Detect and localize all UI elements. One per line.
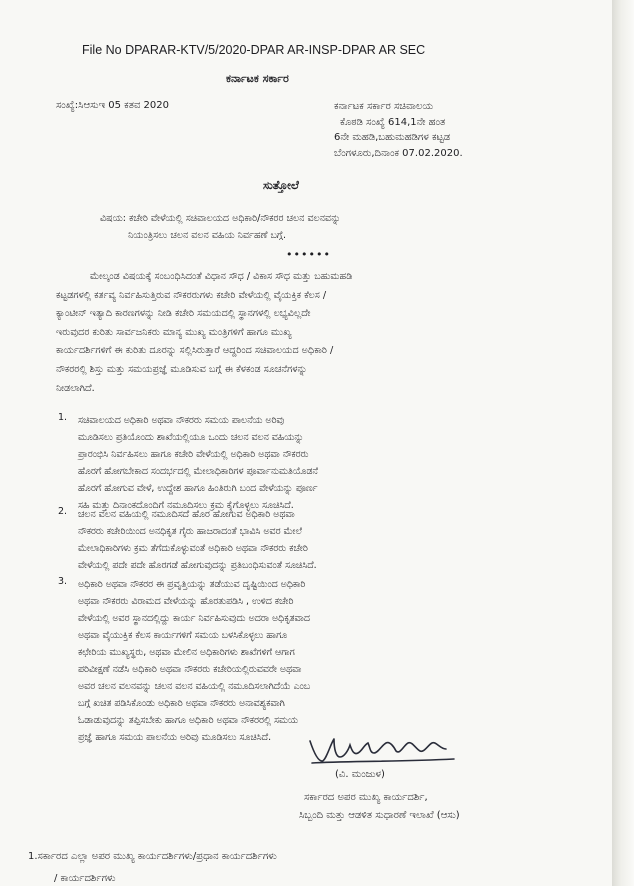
instruction-point-1 [58,412,578,514]
recipient-line: / ಕಾರ್ಯದರ್ಶಿಗಳು [54,873,116,884]
instruction-point-2 [58,506,578,574]
instruction-point-3 [58,576,578,746]
circular-title: ಸುತ್ತೋಲೆ [263,178,299,192]
point-line: ಸಚಿವಾಲಯದ ಅಧಿಕಾರಿ ಅಥವಾ ನೌಕರರು ಸಮಯ ಪಾಲನೆಯ ಅರಿವು [78,415,285,426]
point-line: ಮೂಡಿಸಲು ಪ್ರತಿಯೊಂದು ಶಾಖೆಯಲ್ಲಿಯೂ ಒಂದು ಚಲನ ವಲನ ವಹಿಯನ್ನು [78,432,304,443]
point-line: ನೌಕರರು ಕಚೇರಿಯಿಂದ ಅನಧಿಕೃತ ಗೈರು ಹಾಜರಾದಂತೆ ಭಾವಿಸಿ ಅವರ ಮೇಲೆ [78,526,302,537]
intro-line: ನೌಕರರಲ್ಲಿ ಶಿಸ್ತು ಮತ್ತು ಸಮಯಪ್ರಜ್ಞೆ ಮೂಡಿಸುವ ಬಗ್ಗೆ ಈ ಕೆಳಕಂಡ ಸೂಚನೆಗಳನ್ನು [56,363,308,375]
point-line: ಸಹಿ ಮತ್ತು ದಿನಾಂಕದೊಂದಿಗೆ ನಮೂದಿಸಲು ಕ್ರಮ ಕೈಗೊಳ್ಳಲು ಸೂಚಿಸಿದೆ. [78,500,294,511]
point-line: ಅಥವಾ ನೌಕರರು ವಿರಾಮದ ವೇಳೆಯನ್ನು ಹೊರತುಪಡಿಸಿ , ಉಳಿದ ಕಚೇರಿ [78,596,294,607]
point-line: ಬಗ್ಗೆ ಖಚಿತ ಪಡಿಸಿಕೊಂಡು ಅಧಿಕಾರಿ ಅಥವಾ ನೌಕರರು ಅನಾವಶ್ಯಕವಾಗಿ [78,698,285,709]
point-line: ವೇಳೆಯಲ್ಲಿ ಪದೇ ಪದೇ ಹೊರಗಡೆ ಹೋಗುವುದನ್ನು ಪ್ರತಿಬಂಧಿಸುವಂತೆ ಸೂಚಿಸಿದೆ. [78,560,317,571]
address-line: ಕೊಠಡಿ ಸಂಖ್ಯೆ 614,1ನೇ ಹಂತ [340,116,446,128]
point-line: ಮೇಲಾಧಿಕಾರಿಗಳು ಕ್ರಮ ತೆಗೆದುಕೊಳ್ಳುವಂತೆ ಅಧಿಕಾರಿ ಅಥವಾ ನೌಕರರು ಕಚೇರಿ [78,543,308,554]
intro-line: ಕ್ಯಾಂಟೀನ್ ಇತ್ಯಾದಿ ಕಾರಣಗಳನ್ನು ನೀಡಿ ಕಚೇರಿ ಸಮಯದಲ್ಲಿ ಸ್ಥಾನಗಳಲ್ಲಿ ಲಭ್ಯವಿಲ್ಲದೇ [56,308,311,320]
address-date-line: ಬೆಂಗಳೂರು,ದಿನಾಂಕ 07.02.2020. [334,147,463,159]
government-heading: ಕರ್ನಾಟಕ ಸರ್ಕಾರ [226,72,289,85]
intro-line: ಕಟ್ಟಡಗಳಲ್ಲಿ ಕರ್ತವ್ಯ ನಿರ್ವಹಿಸುತ್ತಿರುವ ನೌಕರರುಗಳು ಕಚೇರಿ ವೇಳೆಯಲ್ಲಿ ವೈಯಕ್ತಿಕ ಕೆಲಸ / [56,289,327,301]
point-line: ಹೊರಗೆ ಹೋಗಬೇಕಾದ ಸಂದರ್ಭದಲ್ಲಿ ಮೇಲಾಧಿಕಾರಿಗಳ ಪೂರ್ವಾನುಮತಿಯೊಡನೆ [78,466,318,477]
subject [100,210,500,244]
signatory-name: (ವಿ. ಮಂಜುಳ) [335,769,385,780]
file-number: File No DPARAR-KTV/5/2020-DPAR AR-INSP-DPAR AR SEC [82,43,426,57]
reference-number: ಸಂಖ್ಯೆ:ಸಿಆಸುಇ 05 ಕತವ 2020 [56,100,169,111]
point-line: ಅವರ ಚಲನ ವಲನವನ್ನು ಚಲನ ವಲನ ವಹಿಯಲ್ಲಿ ನಮೂದಿಸಲಾಗಿದೆಯೆ ಎಂಬ [78,681,311,692]
office-address [334,99,584,161]
intro-line: ಮೇಲ್ಕಂಡ ವಿಷಯಕ್ಕೆ ಸಂಬಂಧಿಸಿದಂತೆ ವಿಧಾನ ಸೌಧ / ವಿಕಾಸ ಸೌಧ ಮತ್ತು ಬಹುಮಹಡಿ [90,271,353,282]
intro-line: ಕಾರ್ಯದರ್ಶಿಗಳಿಗೆ ಈ ಕುರಿತು ದೂರನ್ನು ಸಲ್ಲಿಸಿರುತ್ತಾರೆ ಆದ್ದರಿಂದ ಸಚಿವಾಲಯದ ಅಧಿಕಾರಿ / [56,345,334,357]
address-line: 6ನೇ ಮಹಡಿ,ಬಹುಮಹಡಿಗಳ ಕಟ್ಟಡ [334,132,451,143]
subject-line: ವಿಷಯ: ಕಚೇರಿ ವೇಳೆಯಲ್ಲಿ ಸಚಿವಾಲಯದ ಅಧಿಕಾರಿ/ನೌಕರರ ಚಲನ ವಲನವನ್ನು [100,213,341,224]
point-line: ಹೊರಗೆ ಹೋಗುವ ವೇಳೆ, ಉದ್ದೇಶ ಹಾಗೂ ಹಿಂತಿರುಗಿ ಬಂದ ವೇಳೆಯನ್ನು ಪೂರ್ಣ [78,483,318,494]
point-number: 1. [58,412,68,423]
point-line: ಪ್ರಜ್ಞೆ ಹಾಗೂ ಸಮಯ ಪಾಲನೆಯ ಅರಿವು ಮೂಡಿಸಲು ಸೂಚಿಸಿದೆ. [78,732,272,743]
point-line: ಅಥವಾ ವೈಯುಕ್ತಿಕ ಕೆಲಸ ಕಾರ್ಯಗಳಿಗೆ ಸಮಯ ಬಳಸಿಕೊಳ್ಳಲು ಹಾಗೂ [78,630,288,641]
point-line: ಚಲನ ವಲನ ವಹಿಯಲ್ಲಿ ನಮೂದಿಸದೆ ಹೊರ ಹೋಗುವ ಅಧಿಕಾರಿ ಅಥವಾ [78,509,295,520]
scan-edge [612,0,634,886]
signatory-department: ಸಿಬ್ಬಂದಿ ಮತ್ತು ಆಡಳಿತ ಸುಧಾರಣೆ ಇಲಾಖೆ (ಆಸು) [299,810,460,821]
intro-line: ನೀಡಲಾಗಿದೆ. [56,382,95,394]
intro-line: ಇರುವುದರ ಕುರಿತು ಸಾರ್ವಜನಿಕರು ಮಾನ್ಯ ಮುಖ್ಯ ಮಂತ್ರಿಗಳಿಗೆ ಹಾಗೂ ಮುಖ್ಯ [56,326,292,338]
point-number: 3. [58,576,68,587]
point-line: ವೇಳೆಯಲ್ಲಿ ಅವರ ಸ್ಥಾನದಲ್ಲಿದ್ದು ಕಾರ್ಯ ನಿರ್ವಹಿಸುವುದು ಅದರಾ ಅಧಿಕೃತವಾದ [78,613,310,624]
signatory-designation: ಸರ್ಕಾರದ ಅಪರ ಮುಖ್ಯ ಕಾರ್ಯದರ್ಶಿ, [304,792,428,803]
point-number: 2. [58,506,68,517]
recipient-line: 1.ಸರ್ಕಾರದ ಎಲ್ಲಾ ಅಪರ ಮುಖ್ಯ ಕಾರ್ಯದರ್ಶಿಗಳು/ಪ್ರಧಾನ ಕಾರ್ಯದರ್ಶಿಗಳು [28,851,277,862]
point-line: ಪರಿವೀಕ್ಷಣೆ ನಡೆಸಿ ಅಧಿಕಾರಿ ಅಥವಾ ನೌಕರರು ಕಚೇರಿಯಲ್ಲಿರುವವರೇ ಅಥವಾ [78,664,302,675]
handwritten-signature [304,731,466,767]
point-line: ಓಡಾಡುವುದನ್ನು ತಪ್ಪಿಸಬೇಕು ಹಾಗೂ ಅಧಿಕಾರಿ ಅಥವಾ ನೌಕರರಲ್ಲಿ ಸಮಯ [78,715,298,726]
point-line: ಪ್ರಾರಂಭಿಸಿ ನಿರ್ವಹಿಸಲು ಹಾಗೂ ಕಚೇರಿ ವೇಳೆಯಲ್ಲಿ ಅಧಿಕಾರಿ ಅಥವಾ ನೌಕರರು [78,449,309,460]
point-line: ಅಧಿಕಾರಿ ಅಥವಾ ನೌಕರರ ಈ ಪ್ರವೃತ್ತಿಯನ್ನು ತಡೆಯುವ ದೃಷ್ಟಿಯಿಂದ ಅಧಿಕಾರಿ [78,579,306,590]
subject-line: ನಿಯಂತ್ರಿಸಲು ಚಲನ ವಲನ ವಹಿಯ ನಿರ್ವಹಣೆ ಬಗ್ಗೆ. [128,230,286,241]
address-line: ಕರ್ನಾಟಕ ಸರ್ಕಾರ ಸಚಿವಾಲಯ [334,101,434,112]
intro-paragraph [56,268,576,398]
point-line: ಕಛೇರಿಯ ಮುಖ್ಯಸ್ಥರು, ಅಥವಾ ಮೇಲಿನ ಅಧಿಕಾರಿಗಳು ಶಾಖೆಗಳಿಗೆ ಆಗಾಗ [78,647,295,658]
separator: •••••• [286,248,331,261]
